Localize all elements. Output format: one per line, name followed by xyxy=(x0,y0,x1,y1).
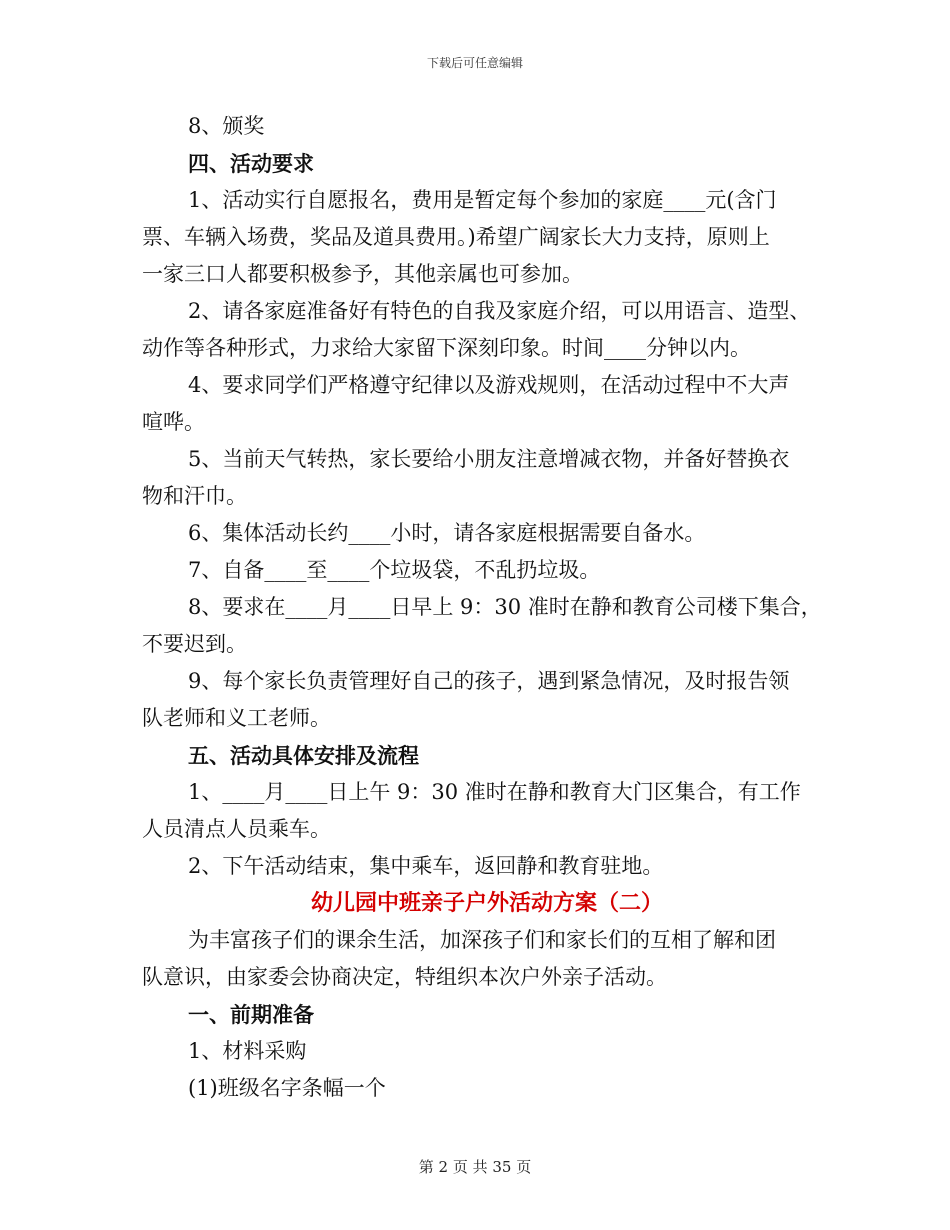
section-heading: 四、活动要求 xyxy=(188,151,314,176)
text-line: 动作等各种形式，力求给大家留下深刻印象。时间____分钟以内。 xyxy=(142,336,751,360)
text-line: 1、活动实行自愿报名，费用是暂定每个参加的家庭____元(含门 xyxy=(188,188,777,212)
section-heading: 一、前期准备 xyxy=(188,1002,314,1027)
page-header: 下载后可任意编辑 xyxy=(426,56,523,70)
text-line: 1、____月____日上午 9：30 准时在静和教育大门区集合，有工作 xyxy=(188,780,801,804)
text-line: 4、要求同学们严格遵守纪律以及游戏规则，在活动过程中不大声 xyxy=(188,373,790,397)
text-line: 2、请各家庭准备好有特色的自我及家庭介绍，可以用语言、造型、 xyxy=(188,299,811,323)
text-line: 人员清点人员乘车。 xyxy=(142,817,331,841)
text-line: 物和汗巾。 xyxy=(142,484,247,508)
text-line: 一家三口人都要积极参予，其他亲属也可参加。 xyxy=(142,262,583,286)
text-line: 2、下午活动结束，集中乘车，返回静和教育驻地。 xyxy=(188,854,664,878)
text-line: 8、要求在____月____日早上 9：30 准时在静和教育公司楼下集合， xyxy=(188,595,822,619)
text-line: 9、每个家长负责管理好自己的孩子，遇到紧急情况，及时报告领 xyxy=(188,669,790,693)
text-line: 7、自备____至____个垃圾袋，不乱扔垃圾。 xyxy=(188,558,601,582)
document-body xyxy=(142,108,832,1107)
text-line: 1、材料采购 xyxy=(188,1039,307,1063)
text-line: 8、颁奖 xyxy=(188,114,265,138)
text-line: 票、车辆入场费，奖品及道具费用。)希望广阔家长大力支持，原则上 xyxy=(142,225,770,249)
text-line: 为丰富孩子们的课余生活，加深孩子们和家长们的互相了解和团 xyxy=(188,928,776,952)
text-line: 5、当前天气转热，家长要给小朋友注意增减衣物，并备好替换衣 xyxy=(188,447,790,471)
text-line: 喧哗。 xyxy=(142,410,205,434)
text-line: 队老师和义工老师。 xyxy=(142,706,331,730)
text-line: 队意识，由家委会协商决定，特组织本次户外亲子活动。 xyxy=(142,965,667,989)
section-title: 幼儿园中班亲子户外活动方案（二） xyxy=(310,890,663,916)
section-heading: 五、活动具体安排及流程 xyxy=(188,743,419,768)
text-line: 6、集体活动长约____小时，请各家庭根据需要自备水。 xyxy=(188,521,706,545)
text-line: 不要迟到。 xyxy=(142,632,247,656)
text-line: (1)班级名字条幅一个 xyxy=(188,1076,386,1100)
page-footer: 第 2 页 共 35 页 xyxy=(418,1158,532,1176)
